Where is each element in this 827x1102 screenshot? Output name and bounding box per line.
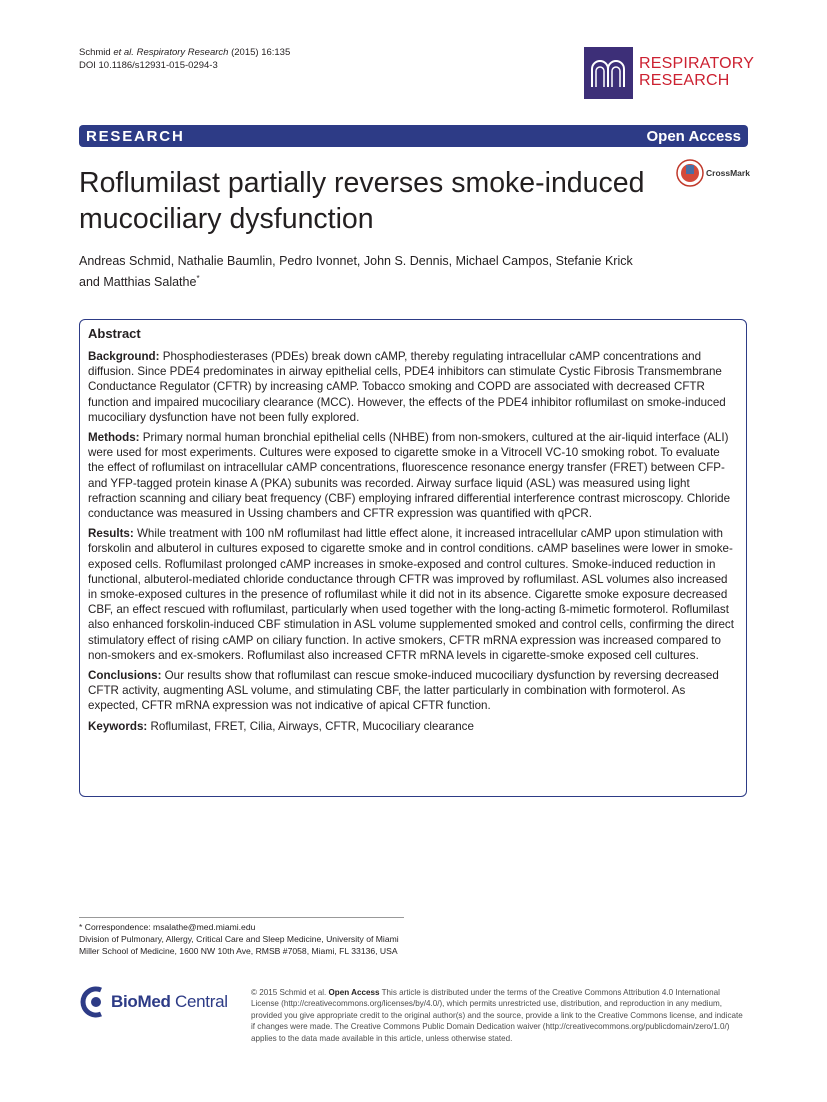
section-text: Our results show that roflumilast can rescue smoke-induced mucociliary dysfunction by reversing decreased CFTR activity, augmenting ASL volume, and stimulating CBF, the latter particularly in combination with formoterol. As expected, CFTR mRNA expression was not indicative of apical CFTR function. [88, 669, 719, 713]
abstract-background [88, 349, 738, 425]
title-line-1: Roflumilast partially reverses smoke-induced [79, 167, 645, 199]
section-label: Results: [88, 527, 134, 541]
abstract-methods [88, 430, 738, 521]
abstract-keywords [88, 719, 738, 734]
biomed-central-wordmark [111, 992, 228, 1012]
crossmark-badge[interactable] [676, 159, 766, 189]
article-type-bar [79, 125, 748, 147]
section-label: Methods: [88, 431, 140, 445]
journal-logo-mark-icon [584, 47, 633, 99]
license-open-access: Open Access [328, 988, 380, 997]
section-label: Background: [88, 350, 160, 363]
authors-line-1: Andreas Schmid, Nathalie Baumlin, Pedro Ivonnet, John S. Dennis, Michael Campos, Stefanie Krick [79, 254, 633, 268]
abstract-heading: Abstract [88, 326, 141, 341]
journal-logo-line1: RESPIRATORY [639, 55, 755, 72]
author-list [79, 252, 699, 291]
authors-line-2-text: and Matthias Salathe [79, 275, 197, 290]
section-text: Primary normal human bronchial epithelial cells (NHBE) from non-smokers, cultured at the air-liquid interface (ALI) were used for most experiments. Cultures were exposed to cigarette smoke in a Vitrocell VC-10 smoking robot. To evaluate the effect of roflumilast on intracellular cAMP concentrations, fluorescence resonance energy transfer (FRET) between CFP- and YFP-tagged protein kinase A (PKA) subunits was recorded. Airway surface liquid (ASL) was measured using light refraction scanning and ciliary beat frequency (CBF) employing infrared differential interference contrast microscopy. Chloride conductance was measured in Ussing chambers and CFTR expression was quantified with qPCR. [88, 431, 731, 521]
doi: DOI 10.1186/s12931-015-0294-3 [79, 60, 218, 71]
journal-logo [584, 47, 755, 99]
section-label: Conclusions: [88, 669, 162, 683]
journal-logo-text [639, 55, 754, 89]
citation-volume: (2015) 16:135 [231, 47, 291, 58]
open-access-label: Open Access [646, 128, 741, 145]
abstract-box [79, 319, 747, 797]
correspondence-email[interactable]: * Correspondence: msalathe@med.miami.edu [79, 922, 256, 932]
citation-journal: Respiratory Research [136, 47, 229, 58]
crossmark-icon [676, 159, 704, 187]
wordmark-central: Central [170, 992, 228, 1011]
citation-line [79, 46, 290, 59]
section-text: Phosphodiesterases (PDEs) break down cAMP, thereby regulating intracellular cAMP concentrations and diffusion. Since PDE4 predominates in airway epithelial cells, PDE4 inhibitors can stimulate Cystic Fibrosis Transmembrane Conductance Regulator (CFTR) by increasing cAMP. Tobacco smoking and COPD are associated with decreased CFTR function and impaired mucociliary clearance (MCC). However, the effects of the PDE4 inhibitor roflumilast on smoke-induced mucociliary dysfunction have not been fully explored. [88, 350, 726, 424]
section-label: Keywords: [88, 719, 148, 733]
abstract-results [88, 526, 738, 663]
crossmark-label: CrossMark [706, 168, 750, 178]
title-line-2: mucociliary dysfunction [79, 203, 374, 235]
section-text: While treatment with 100 nM roflumilast had little effect alone, it increased intracellular cAMP upon stimulation with forskolin and albuterol in cultures exposed to cigarette smoke and in control conditions. cAMP baselines were lower in smoke-exposed cells. Roflumilast prolonged cAMP increases in smoke-exposed and control cultures. Smoke-induced reduction in functional, albuterol-mediated chloride conductance through CFTR was improved by roflumilast. ASL volumes also increased in smoke-exposed cultures in the presence of roflumilast while it did not in its absence. Cigarette smoke exposure decreased CBF, an effect rescued with roflumilast, particularly when used together with the long-acting ß-mimetic formoterol. Roflumilast also enhanced forskolin-induced CBF stimulation in ASL volume supplemented smoked and control cells, confirming the direct stimulatory effect of rising cAMP on ciliary function. In active smokers, CFTR mRNA expression was increased compared to non-smokers and ex-smokers. Roflumilast also increased CFTR mRNA levels in cigarette-smoke exposed cell cultures. [88, 527, 734, 662]
abstract-conclusions [88, 668, 738, 714]
footnote [79, 921, 409, 957]
affiliation: Division of Pulmonary, Allergy, Critical Care and Sleep Medicine, University of Miami Miller School of Medicine, 1600 NW 10th Ave, RMSB #7058, Miami, FL 33136, USA [79, 934, 399, 956]
authors-line-2 [79, 270, 699, 291]
wordmark-bio: BioMed [111, 992, 171, 1011]
license-text: This article is distributed under the terms of the Creative Commons Attribution 4.0 International License (http://creativecommons.org/licenses/by/4.0/), which permits unrestricted use, distribution, and reproduction in any medium, provided you give appropriate credit to the original author(s) and the source, provide a link to the Creative Commons license, and indicate if changes were made. The Creative Commons Public Domain Dedication waiver (http://creativecommons.org/publicdomain/zero/1.0/) applies to the data made available in this article, unless otherwise stated. [251, 988, 743, 1043]
article-type-label: RESEARCH [86, 128, 185, 145]
section-text: Roflumilast, FRET, Cilia, Airways, CFTR, Mucociliary clearance [147, 719, 474, 733]
corresponding-mark: * [196, 274, 200, 283]
citation-etal: et al. [113, 47, 134, 58]
biomed-central-logo [79, 986, 239, 1020]
journal-logo-line2: RESEARCH [639, 72, 730, 89]
license-copyright: © 2015 Schmid et al. [251, 988, 329, 997]
citation-header [79, 46, 290, 72]
article-title [79, 165, 679, 237]
citation-authors: Schmid [79, 47, 114, 58]
license-statement [251, 987, 749, 1044]
biomed-central-logo-icon [79, 986, 109, 1018]
footnote-divider [79, 917, 404, 918]
